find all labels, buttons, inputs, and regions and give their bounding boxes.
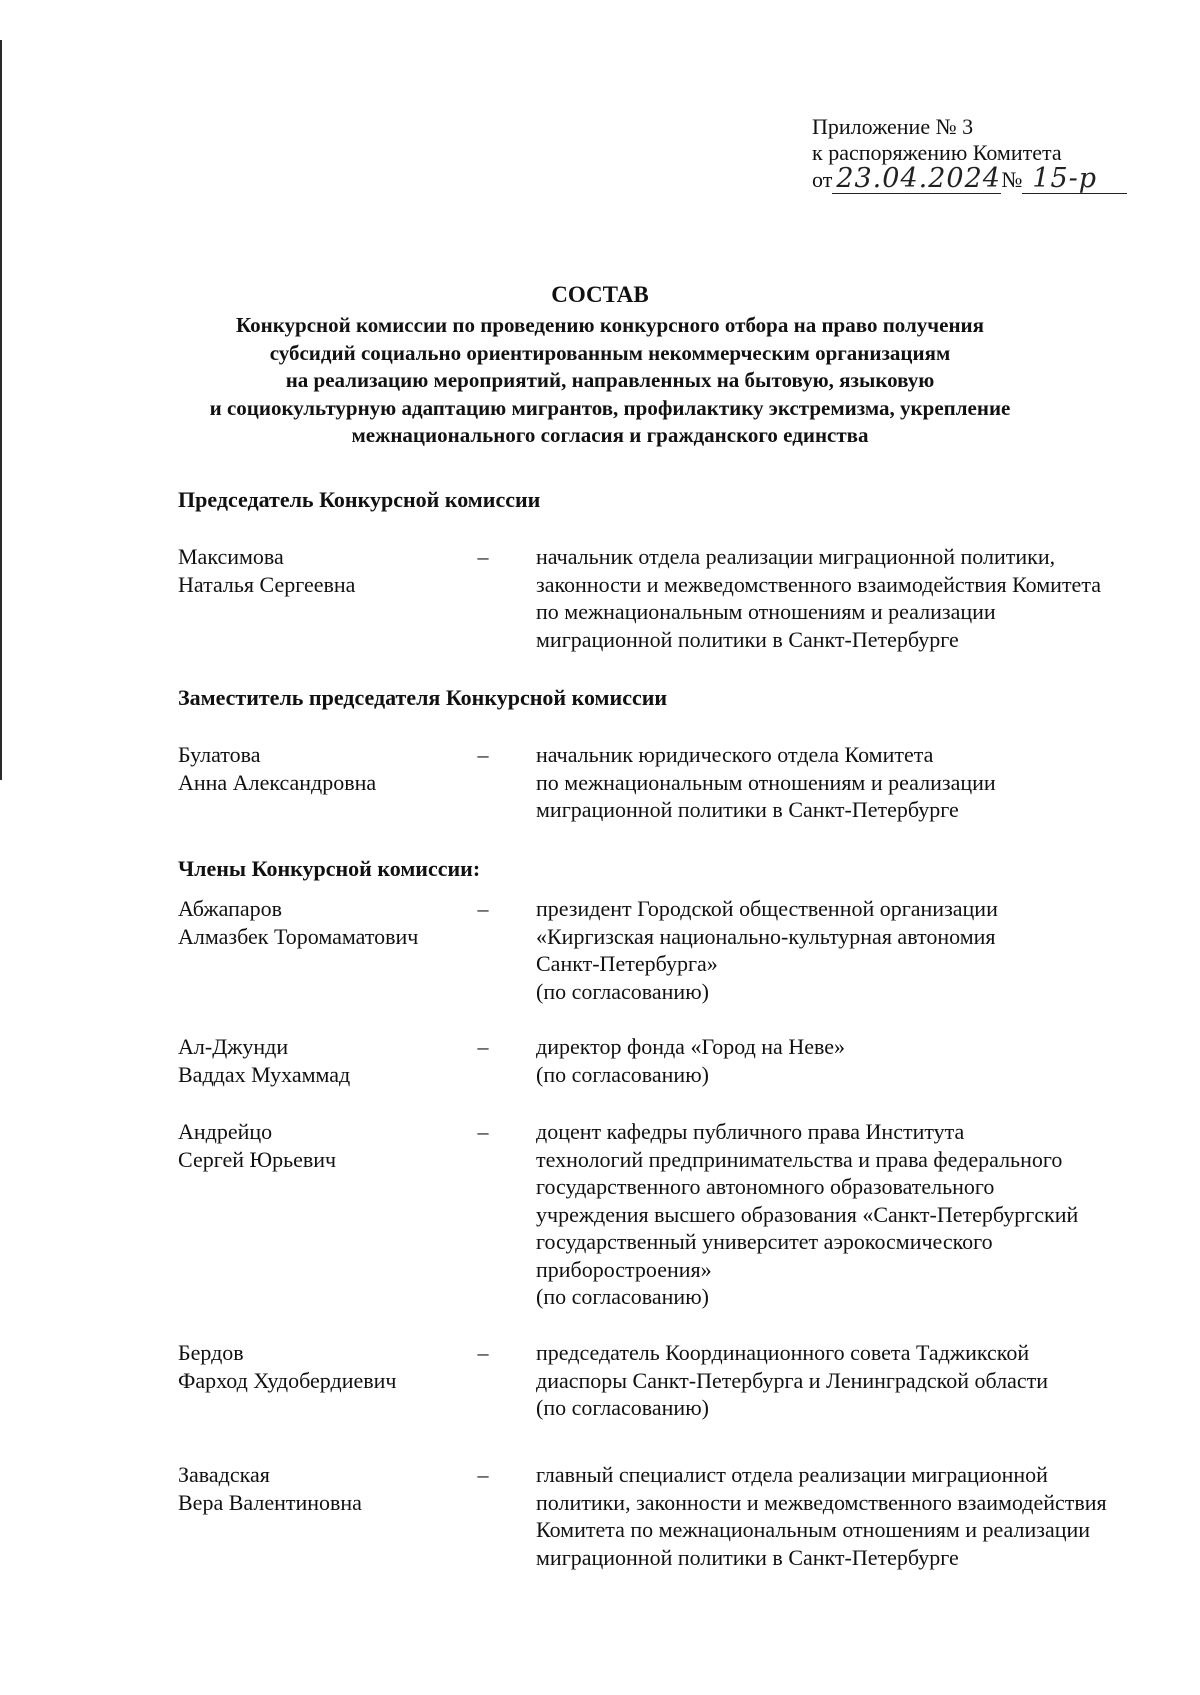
role-line: (по согласованию) [536,1284,709,1309]
member-surname: Бердов [178,1340,244,1365]
role-line: доцент кафедры публичного права Института [536,1119,965,1144]
role-line: учреждения высшего образования «Санкт-Петербургский [536,1201,1079,1227]
appendix-line-1: Приложение № 3 [812,114,974,139]
member-given-name: Анна Александровна [178,769,377,795]
dash-separator: – [477,1119,489,1144]
role-line: государственный университет аэрокосмического [536,1229,993,1254]
role-line: президент Городской общественной организации [536,896,998,921]
document-title: СОСТАВ [551,282,649,307]
dash-separator: – [477,544,489,569]
dash-separator: – [477,1340,489,1365]
dash-separator: – [477,1034,489,1059]
member-given-name: Наталья Сергеевна [178,571,356,597]
member-surname: Максимова [178,544,284,569]
role-line: приборостроения» [536,1256,712,1282]
subtitle-line: межнационального согласия и гражданского единства [351,423,869,447]
member-surname: Абжапаров [178,896,283,921]
member-given-name: Вера Валентиновна [178,1489,362,1515]
role-line: миграционной политики в Санкт-Петербурге [536,626,959,652]
role-line: по межнациональным отношениям и реализации [536,599,996,624]
member-role [536,1118,1176,1311]
role-line: диаспоры Санкт-Петербурга и Ленинградской области [536,1367,1049,1393]
member-surname: Булатова [178,742,261,767]
document-subtitle [120,312,1100,450]
dash-separator: – [477,742,489,767]
section-members-heading: Члены Конкурсной комиссии: [178,856,481,881]
role-line: Комитета по межнациональным отношениям и реализации [536,1517,1091,1542]
subtitle-line: субсидий социально ориентированным некоммерческим организациям [269,340,951,365]
role-line: главный специалист отдела реализации миграционной [536,1462,1048,1487]
role-line: Санкт-Петербурга» [536,951,718,976]
role-line: миграционной политики в Санкт-Петербурге [536,797,959,822]
role-line: начальник отдела реализации миграционной политики, [536,544,1056,569]
subtitle-line: Конкурсной комиссии по проведению конкурсного отбора на право получения [235,313,985,337]
member-role [536,741,1176,824]
dash-separator: – [477,896,489,921]
member-role [536,1461,1176,1571]
section-deputy-heading: Заместитель председателя Конкурсной комиссии [178,685,668,710]
dash-separator: – [477,1462,489,1487]
role-line: миграционной политики в Санкт-Петербурге [536,1544,959,1570]
handwritten-number: 15-р [1032,163,1098,194]
role-line: государственного автономного образовательного [536,1174,995,1199]
appendix-line-2: к распоряжению Комитета [812,140,1062,165]
member-surname: Андрейцо [178,1119,273,1144]
role-line: (по согласованию) [536,978,709,1004]
member-role [536,895,1176,1005]
appendix-date-line [812,163,1127,194]
role-line: (по согласованию) [536,1395,709,1420]
member-given-name: Алмазбек Торомаматович [178,923,419,949]
handwritten-date: 23.04.2024 [836,163,1001,194]
role-line: «Киргизская национально-культурная автономия [536,923,996,949]
subtitle-line: и социокультурную адаптацию мигрантов, профилактику экстремизма, укрепление [209,395,1011,420]
member-role [536,1033,1176,1088]
role-line: по межнациональным отношениям и реализации [536,769,996,795]
member-surname: Завадская [178,1462,270,1487]
role-line: законности и межведомственного взаимодействия Комитета [536,571,1101,597]
subtitle-line: на реализацию мероприятий, направленных на бытовую, языковую [285,368,935,392]
role-line: директор фонда «Город на Неве» [536,1034,845,1059]
role-line: (по согласованию) [536,1061,709,1087]
role-line: председатель Координационного совета Таджикской [536,1340,1030,1365]
member-given-name: Сергей Юрьевич [178,1146,337,1172]
section-chair-heading: Председатель Конкурсной комиссии [178,487,541,512]
date-prefix: от [812,167,833,192]
number-prefix: № [1001,167,1023,192]
member-role [536,1339,1176,1422]
appendix-block [812,114,1127,194]
member-surname: Ал-Джунди [178,1034,289,1059]
member-given-name: Фарход Худобердиевич [178,1367,397,1393]
member-given-name: Ваддах Мухаммад [178,1061,351,1087]
role-line: начальник юридического отдела Комитета [536,742,934,767]
scan-edge-mark [0,40,2,780]
role-line: политики, законности и межведомственного взаимодействия [536,1489,1107,1515]
member-role [536,543,1176,653]
role-line: технологий предпринимательства и права федерального [536,1146,1063,1172]
